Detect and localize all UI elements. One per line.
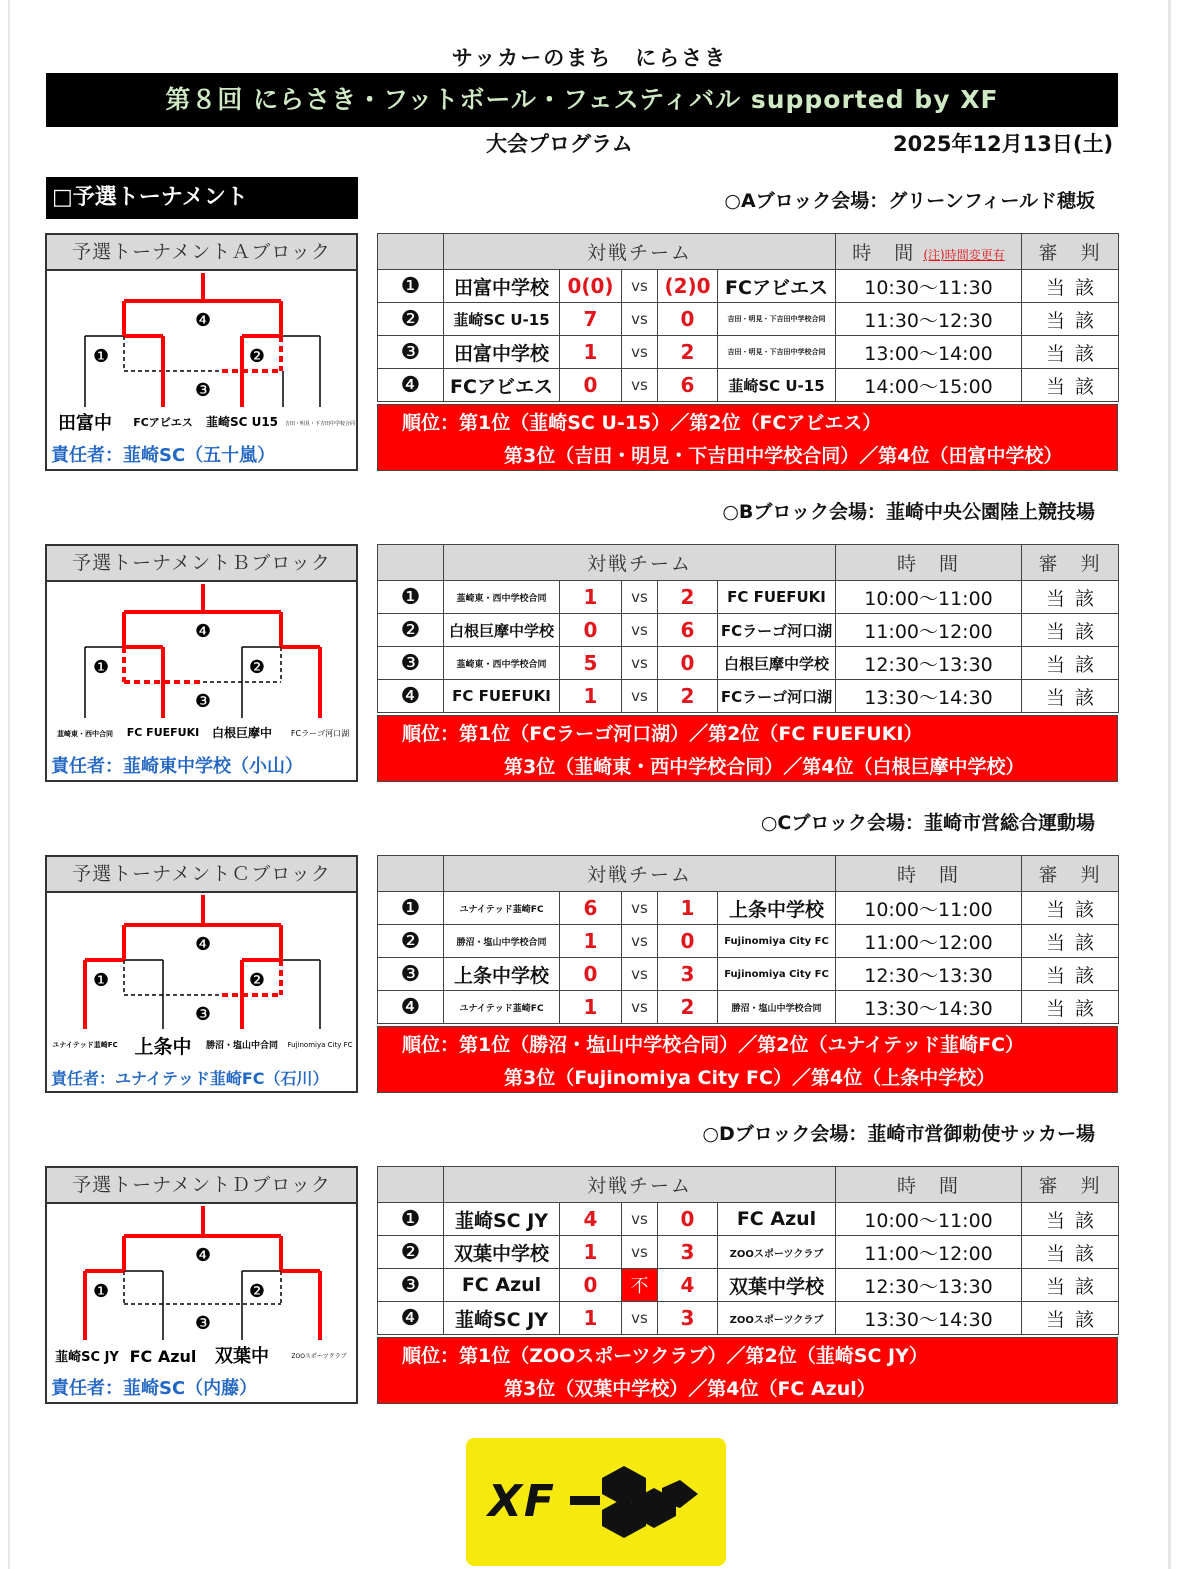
home-team: 白根巨摩中学校 [444, 614, 560, 647]
away-score: 0 [658, 647, 718, 680]
responsible-person: 責任者：ユナイテッド韮崎FC（石川） [51, 1069, 329, 1088]
bracket-match-3: ❸ [194, 1313, 212, 1334]
away-team: Fujinomiya City FC [718, 925, 836, 958]
table-row [378, 647, 1119, 680]
away-score: 3 [658, 958, 718, 991]
away-team: 白根巨摩中学校 [718, 647, 836, 680]
bracket-team-1: 田富中 [58, 413, 112, 434]
referee: 当該 [1022, 1302, 1119, 1335]
bracket-team-4: 吉田・明見・下吉田中学校合同 [284, 421, 356, 427]
away-score: 2 [658, 336, 718, 369]
bracket-title: 予選トーナメントＡブロック [47, 235, 356, 271]
bracket-title: 予選トーナメントＣブロック [47, 857, 356, 893]
bracket-team-3: 韮崎SC U15 [205, 415, 279, 429]
schedule-table-b [377, 544, 1119, 713]
table-row [378, 892, 1119, 925]
bracket-match-4: ❹ [194, 934, 212, 955]
header-referee: 審 判 [1022, 234, 1119, 270]
program-label: 大会プログラム [486, 132, 633, 156]
bracket-lines [47, 271, 356, 469]
bracket-match-3: ❸ [194, 691, 212, 712]
standings-line-1: 順位：第1位（勝沼・塩山中学校合同）／第2位（ユナイテッド韮崎FC） [402, 1034, 1025, 1056]
away-team: ZOOスポーツクラブ [718, 1236, 836, 1269]
vs-label: vs [622, 369, 658, 402]
vs-label: vs [622, 1236, 658, 1269]
standings-line-2: 第3位（吉田・明見・下吉田中学校合同）／第4位（田富中学校） [504, 445, 1063, 467]
referee: 当該 [1022, 1236, 1119, 1269]
bracket-team-3: 双葉中 [215, 1346, 269, 1367]
header-referee: 審 判 [1022, 1167, 1119, 1203]
home-team: 双葉中学校 [444, 1236, 560, 1269]
bracket-team-2: 上条中 [134, 1036, 192, 1058]
bracket-team-2: FCアビエス [133, 416, 193, 429]
home-team: ユナイテッド韮崎FC [444, 892, 560, 925]
match-number: ❹ [378, 1302, 444, 1335]
standings-b [377, 715, 1118, 782]
away-score: 0 [658, 1203, 718, 1236]
home-score: 1 [560, 581, 622, 614]
home-score: 0 [560, 614, 622, 647]
home-score: 5 [560, 647, 622, 680]
table-row [378, 1302, 1119, 1335]
bracket-lines [47, 1204, 356, 1402]
header-referee: 審 判 [1022, 856, 1119, 892]
away-score: 4 [658, 1269, 718, 1302]
match-number: ❶ [378, 581, 444, 614]
vs-label: vs [622, 303, 658, 336]
bracket-match-2: ❷ [248, 657, 266, 678]
responsible-person: 責任者：韮崎SC（内藤） [51, 1378, 258, 1399]
match-number: ❶ [378, 1203, 444, 1236]
referee: 当該 [1022, 270, 1119, 303]
home-team: 田富中学校 [444, 336, 560, 369]
referee: 当該 [1022, 680, 1119, 713]
vs-label: vs [622, 647, 658, 680]
vs-label: vs [622, 958, 658, 991]
referee: 当該 [1022, 1203, 1119, 1236]
bracket-team-3: 白根巨摩中 [211, 726, 273, 740]
standings-line-1: 順位：第1位（韮崎SC U-15）／第2位（FCアビエス） [402, 412, 882, 434]
standings-line-1: 順位：第1位（ZOOスポーツクラブ）／第2位（韮崎SC JY） [402, 1345, 928, 1367]
standings-c [377, 1026, 1118, 1093]
home-team: 韮崎東・西中学校合同 [444, 647, 560, 680]
bracket-match-4: ❹ [194, 1245, 212, 1266]
table-row [378, 991, 1119, 1024]
logo-text: XF [488, 1476, 556, 1527]
home-team: 上条中学校 [444, 958, 560, 991]
header-time: 時 間 [836, 856, 1022, 892]
home-score: 1 [560, 1236, 622, 1269]
table-header [378, 1167, 1119, 1203]
responsible-person: 責任者：韮崎SC（五十嵐） [51, 445, 276, 466]
bracket-match-1: ❶ [92, 346, 110, 367]
home-score: 1 [560, 336, 622, 369]
away-score: 0 [658, 303, 718, 336]
xf-logo-icon [466, 1438, 726, 1566]
away-team: 吉田・明見・下吉田中学校合同 [718, 336, 836, 369]
home-score: 0 [560, 1269, 622, 1302]
vs-label: vs [622, 892, 658, 925]
table-row [378, 680, 1119, 713]
bracket-match-4: ❹ [194, 621, 212, 642]
match-number: ❸ [378, 1269, 444, 1302]
away-team: FC Azul [718, 1203, 836, 1236]
away-team: FC FUEFUKI [718, 581, 836, 614]
away-team: 上条中学校 [718, 892, 836, 925]
match-time: 12:30〜13:30 [836, 647, 1022, 680]
bracket-title: 予選トーナメントＤブロック [47, 1168, 356, 1204]
match-number: ❹ [378, 680, 444, 713]
home-score: 0 [560, 369, 622, 402]
vs-label: vs [622, 270, 658, 303]
match-time: 12:30〜13:30 [836, 1269, 1022, 1302]
match-time: 10:30〜11:30 [836, 270, 1022, 303]
away-team: FCラーゴ河口湖 [718, 680, 836, 713]
standings-line-2: 第3位（Fujinomiya City FC）／第4位（上条中学校） [504, 1067, 996, 1089]
bracket-d [45, 1166, 358, 1404]
away-team: FCアビエス [718, 270, 836, 303]
vs-label: vs [622, 1302, 658, 1335]
referee: 当該 [1022, 991, 1119, 1024]
match-time: 13:30〜14:30 [836, 680, 1022, 713]
home-score: 6 [560, 892, 622, 925]
referee: 当該 [1022, 925, 1119, 958]
away-score: 2 [658, 581, 718, 614]
referee: 当該 [1022, 303, 1119, 336]
vs-label: vs [622, 991, 658, 1024]
match-time: 12:30〜13:30 [836, 958, 1022, 991]
home-team: FC Azul [444, 1269, 560, 1302]
header-time: 時 間 (注)時間変更有 [836, 234, 1022, 270]
bracket-team-2: FC FUEFUKI [126, 726, 200, 739]
home-score: 0 [560, 958, 622, 991]
away-score: 3 [658, 1302, 718, 1335]
match-time: 13:00〜14:00 [836, 336, 1022, 369]
bracket-match-2: ❷ [248, 346, 266, 367]
bracket-c [45, 855, 358, 1093]
table-row [378, 369, 1119, 402]
referee: 当該 [1022, 647, 1119, 680]
bracket-lines [47, 582, 356, 780]
bracket-team-2: FC Azul [129, 1347, 197, 1366]
away-team: 吉田・明見・下吉田中学校合同 [718, 303, 836, 336]
home-score: 1 [560, 1302, 622, 1335]
match-number: ❷ [378, 614, 444, 647]
home-team: 勝沼・塩山中学校合同 [444, 925, 560, 958]
standings-line-2: 第3位（双葉中学校）／第4位（FC Azul） [504, 1378, 876, 1400]
match-time: 11:00〜12:00 [836, 1236, 1022, 1269]
schedule-table-d [377, 1166, 1119, 1335]
away-team: ZOOスポーツクラブ [718, 1302, 836, 1335]
referee: 当該 [1022, 581, 1119, 614]
away-score: 2 [658, 680, 718, 713]
page-edge-right [1168, 0, 1171, 1569]
away-score: (2)0 [658, 270, 718, 303]
standings-line-2: 第3位（韮崎東・西中学校合同）／第4位（白根巨摩中学校） [504, 756, 1025, 778]
schedule-table-a [377, 233, 1119, 402]
away-team: 勝沼・塩山中学校合同 [718, 991, 836, 1024]
home-team: 韮崎東・西中学校合同 [444, 581, 560, 614]
referee: 当該 [1022, 958, 1119, 991]
bracket-match-3: ❸ [194, 380, 212, 401]
vs-label: vs [622, 680, 658, 713]
match-number: ❶ [378, 892, 444, 925]
match-number: ❹ [378, 991, 444, 1024]
vs-label: vs [622, 925, 658, 958]
referee: 当該 [1022, 336, 1119, 369]
bracket-match-1: ❶ [92, 970, 110, 991]
away-score: 3 [658, 1236, 718, 1269]
match-number: ❷ [378, 303, 444, 336]
away-score: 2 [658, 991, 718, 1024]
bracket-team-4: FCラーゴ河口湖 [290, 729, 350, 738]
away-team: Fujinomiya City FC [718, 958, 836, 991]
home-team: FCアビエス [444, 369, 560, 402]
standings-line-1: 順位：第1位（FCラーゴ河口湖）／第2位（FC FUEFUKI） [402, 723, 923, 745]
referee: 当該 [1022, 892, 1119, 925]
match-time: 11:30〜12:30 [836, 303, 1022, 336]
page-title: 第８回 にらさき・フットボール・フェスティバル supported by XF [46, 73, 1118, 127]
sponsor-logo [466, 1438, 726, 1566]
away-team: 双葉中学校 [718, 1269, 836, 1302]
table-row [378, 270, 1119, 303]
match-time: 10:00〜11:00 [836, 892, 1022, 925]
table-row [378, 1269, 1119, 1302]
bracket-title: 予選トーナメントＢブロック [47, 546, 356, 582]
bracket-match-1: ❶ [92, 657, 110, 678]
time-change-note: (注)時間変更有 [923, 248, 1005, 262]
schedule-table-c [377, 855, 1119, 1024]
match-time: 10:00〜11:00 [836, 1203, 1022, 1236]
vs-label: 不 [622, 1269, 658, 1302]
match-time: 14:00〜15:00 [836, 369, 1022, 402]
event-date: 2025年12月13日(土) [893, 132, 1114, 156]
match-number: ❶ [378, 270, 444, 303]
match-time: 13:30〜14:30 [836, 991, 1022, 1024]
table-header [378, 234, 1119, 270]
venue-a: ○Aブロック会場：グリーンフィールド穂坂 [724, 190, 1095, 212]
table-row [378, 925, 1119, 958]
match-number: ❷ [378, 925, 444, 958]
standings-a [377, 404, 1118, 471]
bracket-team-4: Fujinomiya City FC [287, 1041, 353, 1049]
table-row [378, 1203, 1119, 1236]
section-heading: □予選トーナメント [46, 177, 358, 219]
bracket-team-1: ユナイテッド韮崎FC [52, 1041, 118, 1049]
bracket-team-4: ZOOスポーツクラブ [291, 1353, 347, 1360]
match-time: 13:30〜14:30 [836, 1302, 1022, 1335]
bracket-team-1: 韮崎東・西中合同 [57, 730, 113, 738]
bracket-b [45, 544, 358, 782]
match-number: ❷ [378, 1236, 444, 1269]
bracket-lines [47, 893, 356, 1091]
match-number: ❸ [378, 958, 444, 991]
header-teams: 対戦チーム [444, 545, 836, 581]
away-team: FCラーゴ河口湖 [718, 614, 836, 647]
away-score: 6 [658, 369, 718, 402]
header-teams: 対戦チーム [444, 1167, 836, 1203]
table-row [378, 614, 1119, 647]
bracket-team-1: 韮崎SC JY [55, 1350, 119, 1365]
match-number: ❸ [378, 647, 444, 680]
home-score: 4 [560, 1203, 622, 1236]
away-team: 韮崎SC U-15 [718, 369, 836, 402]
bracket-a [45, 233, 358, 471]
header-teams: 対戦チーム [444, 856, 836, 892]
bracket-match-1: ❶ [92, 1281, 110, 1302]
vs-label: vs [622, 581, 658, 614]
match-time: 11:00〜12:00 [836, 925, 1022, 958]
bracket-match-3: ❸ [194, 1004, 212, 1025]
home-score: 1 [560, 925, 622, 958]
match-time: 10:00〜11:00 [836, 581, 1022, 614]
referee: 当該 [1022, 1269, 1119, 1302]
vs-label: vs [622, 336, 658, 369]
home-score: 1 [560, 991, 622, 1024]
venue-c: ○Cブロック会場：韮崎市営総合運動場 [760, 812, 1095, 834]
vs-label: vs [622, 1203, 658, 1236]
match-time: 11:00〜12:00 [836, 614, 1022, 647]
responsible-person: 責任者：韮崎東中学校（小山） [51, 756, 303, 777]
header-referee: 審 判 [1022, 545, 1119, 581]
table-row [378, 958, 1119, 991]
home-score: 0(0) [560, 270, 622, 303]
bracket-team-3: 勝沼・塩山中合同 [205, 1041, 279, 1051]
table-row [378, 303, 1119, 336]
table-header [378, 545, 1119, 581]
table-header [378, 856, 1119, 892]
away-score: 6 [658, 614, 718, 647]
referee: 当該 [1022, 614, 1119, 647]
standings-d [377, 1337, 1118, 1404]
bracket-match-2: ❷ [248, 970, 266, 991]
referee: 当該 [1022, 369, 1119, 402]
venue-b: ○Bブロック会場：韮崎中央公園陸上競技場 [722, 501, 1095, 523]
header-teams: 対戦チーム [444, 234, 836, 270]
home-team: 田富中学校 [444, 270, 560, 303]
page-edge-left [8, 0, 10, 1569]
vs-label: vs [622, 614, 658, 647]
header-time: 時 間 [836, 1167, 1022, 1203]
bracket-match-4: ❹ [194, 310, 212, 331]
header-time: 時 間 [836, 545, 1022, 581]
home-team: 韮崎SC JY [444, 1302, 560, 1335]
home-team: FC FUEFUKI [444, 680, 560, 713]
away-score: 1 [658, 892, 718, 925]
match-number: ❹ [378, 369, 444, 402]
home-score: 7 [560, 303, 622, 336]
bracket-match-2: ❷ [248, 1281, 266, 1302]
home-team: 韮崎SC JY [444, 1203, 560, 1236]
page-subtitle: サッカーのまち にらさき [451, 46, 728, 70]
table-row [378, 336, 1119, 369]
home-score: 1 [560, 680, 622, 713]
table-row [378, 1236, 1119, 1269]
table-row [378, 581, 1119, 614]
home-team: ユナイテッド韮崎FC [444, 991, 560, 1024]
match-number: ❸ [378, 336, 444, 369]
home-team: 韮崎SC U-15 [444, 303, 560, 336]
away-score: 0 [658, 925, 718, 958]
venue-d: ○Dブロック会場：韮崎市営御勅使サッカー場 [702, 1123, 1095, 1145]
